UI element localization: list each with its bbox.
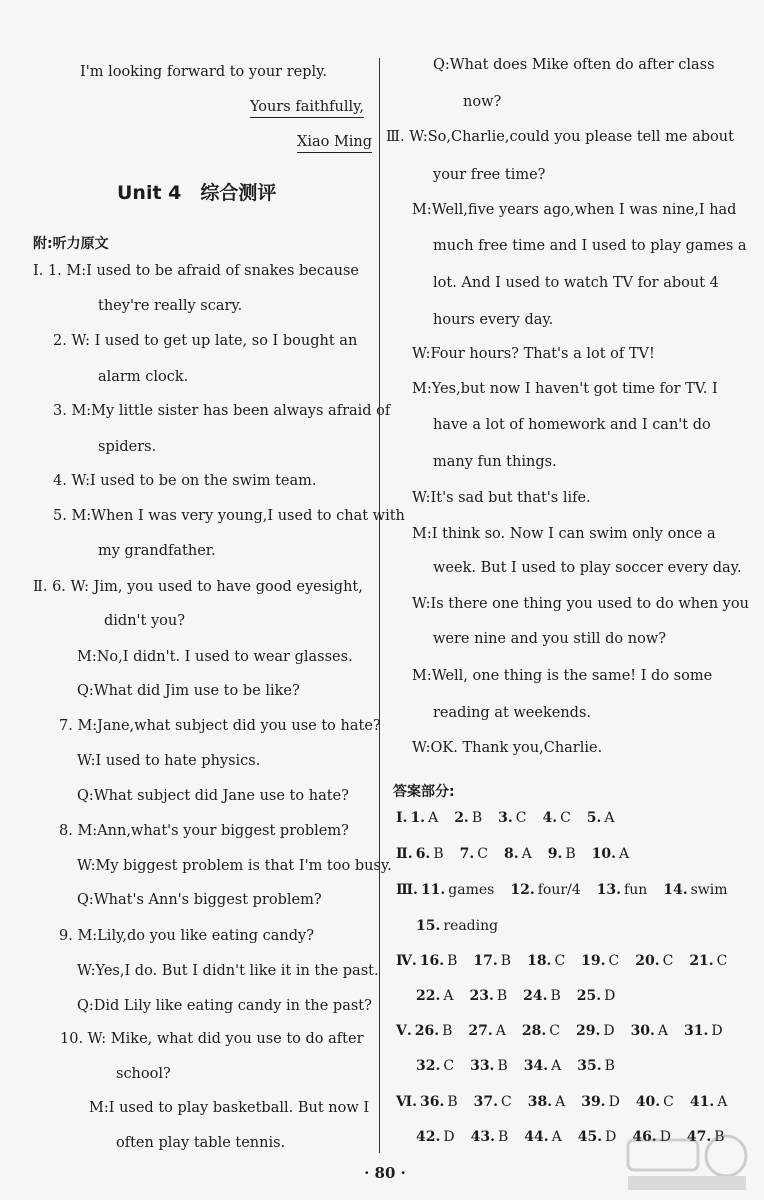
script-right-line: have a lot of homework and I can't do <box>433 417 711 433</box>
answer-row <box>396 846 645 862</box>
script-left-line: school? <box>116 1066 171 1082</box>
script-right-line: M:Well, one thing is the same! I do some <box>412 668 713 684</box>
answer-row <box>396 1094 743 1110</box>
answer-value: A <box>618 846 630 862</box>
answer-value: C <box>554 953 566 969</box>
script-left-line: 5. M:When I was very young,I used to chat with <box>53 508 405 524</box>
answer-value: D <box>603 1023 615 1039</box>
script-left-line: often play table tennis. <box>116 1135 286 1151</box>
answer-row <box>396 953 743 969</box>
script-left-line: 2. W: I used to get up late, so I bought an <box>53 333 358 349</box>
answer-number: 37. <box>473 1094 498 1110</box>
answer-number: 2. <box>454 810 469 826</box>
answer-value: A <box>428 810 439 826</box>
script-left-line: Ⅱ. 6. W: Jim, you used to have good eyesight, <box>33 579 363 595</box>
answer-number: 18. <box>527 953 552 969</box>
script-left-line: W:My biggest problem is that I'm too busy. <box>77 858 392 874</box>
answers-heading: 答案部分: <box>393 784 455 800</box>
answer-row <box>396 882 744 898</box>
answer-section-numeral: Ⅱ. <box>396 846 413 862</box>
letter-closing-line: I'm looking forward to your reply. <box>80 64 328 80</box>
answer-number: 32. <box>416 1058 441 1074</box>
script-left-line: 9. M:Lily,do you like eating candy? <box>59 928 314 944</box>
script-right-line: W:Is there one thing you used to do when you <box>412 596 749 612</box>
script-left-line: 4. W:I used to be on the swim team. <box>53 473 317 489</box>
answer-row <box>396 1023 739 1039</box>
answer-value: D <box>659 1129 671 1145</box>
answer-number: 25. <box>576 988 602 1004</box>
answer-number: 6. <box>415 846 431 862</box>
appendix-heading: 附:听力原文 <box>33 236 109 252</box>
script-right-line: much free time and I used to play games a <box>433 238 747 254</box>
answer-number: 1. <box>410 810 426 826</box>
answer-value: B <box>447 1094 458 1110</box>
answer-value: D <box>711 1023 723 1039</box>
answer-value: games <box>448 882 495 898</box>
answer-value: D <box>608 1094 620 1110</box>
script-right-line: M:Yes,but now I haven't got time for TV. I <box>412 381 718 397</box>
answer-number: 44. <box>524 1129 549 1145</box>
answer-number: 17. <box>473 953 498 969</box>
answer-value: A <box>521 846 532 862</box>
answer-value: A <box>717 1094 728 1110</box>
answer-number: 33. <box>470 1058 495 1074</box>
answer-number: 38. <box>527 1094 553 1110</box>
answer-number: 29. <box>575 1023 601 1039</box>
answer-number: 12. <box>510 882 535 898</box>
answer-number: 5. <box>586 810 602 826</box>
answer-section-numeral: Ⅴ. <box>396 1023 412 1039</box>
answer-value: A <box>604 810 615 826</box>
answer-number: 20. <box>635 953 660 969</box>
answer-value: D <box>604 988 616 1004</box>
answer-section-numeral: Ⅲ. <box>396 882 418 898</box>
script-left-line: my grandfather. <box>98 543 216 559</box>
answer-row <box>416 918 514 934</box>
script-left-line: didn't you? <box>104 613 185 629</box>
answer-number: 42. <box>416 1129 441 1145</box>
answer-number: 23. <box>469 988 494 1004</box>
answer-number: 9. <box>547 846 563 862</box>
script-left-line: M:No,I didn't. I used to wear glasses. <box>77 649 353 665</box>
answer-value: C <box>662 953 674 969</box>
script-left-line: M:I used to play basketball. But now I <box>89 1100 370 1116</box>
answer-number: 21. <box>689 953 714 969</box>
script-right-line: Ⅲ. W:So,Charlie,could you please tell me about <box>386 129 734 145</box>
answer-value: A <box>495 1023 506 1039</box>
script-right-line: many fun things. <box>433 454 557 470</box>
answer-value: B <box>433 846 444 862</box>
answer-value: A <box>443 988 454 1004</box>
answer-value: C <box>716 953 728 969</box>
script-right-line: Q:What does Mike often do after class <box>433 57 715 73</box>
answer-number: 8. <box>503 846 519 862</box>
answer-number: 27. <box>468 1023 493 1039</box>
script-right-line: W:It's sad but that's life. <box>412 490 591 506</box>
answer-value: four/4 <box>537 882 581 898</box>
answer-number: 4. <box>542 810 558 826</box>
script-left-line: Q:What's Ann's biggest problem? <box>77 892 322 908</box>
answer-value: B <box>604 1058 615 1074</box>
answer-value: C <box>443 1058 455 1074</box>
answer-number: 14. <box>663 882 688 898</box>
answer-number: 39. <box>581 1094 606 1110</box>
answer-number: 46. <box>632 1129 657 1145</box>
answer-value: B <box>442 1023 453 1039</box>
script-right-line: now? <box>463 94 502 110</box>
answer-value: fun <box>624 882 648 898</box>
script-left-line: 8. M:Ann,what's your biggest problem? <box>59 823 349 839</box>
letter-signature: Xiao Ming <box>297 133 372 151</box>
answer-value: C <box>549 1023 560 1039</box>
answer-value: B <box>497 1129 509 1145</box>
answer-value: reading <box>443 918 499 934</box>
script-left-line: Ⅰ. 1. M:I used to be afraid of snakes because <box>33 263 360 279</box>
answer-number: 7. <box>459 846 475 862</box>
answer-value: swim <box>690 882 728 898</box>
answer-value: A <box>551 1129 562 1145</box>
script-right-line: M:I think so. Now I can swim only once a <box>412 526 716 542</box>
script-left-line: alarm clock. <box>98 369 189 385</box>
script-left-line: W:I used to hate physics. <box>77 753 261 769</box>
answer-value: C <box>663 1094 674 1110</box>
answer-value: A <box>657 1023 669 1039</box>
watermark-logo <box>622 1130 752 1194</box>
script-left-line: Q:What subject did Jane use to hate? <box>77 788 349 804</box>
script-right-line: lot. And I used to watch TV for about 4 <box>433 275 719 291</box>
answer-section-numeral: Ⅳ. <box>396 953 417 969</box>
answer-number: 13. <box>596 882 622 898</box>
answer-number: 28. <box>521 1023 547 1039</box>
answer-row <box>396 810 631 826</box>
answer-value: D <box>605 1129 617 1145</box>
answer-value: B <box>500 953 512 969</box>
answer-number: 43. <box>470 1129 495 1145</box>
column-divider <box>379 58 380 1153</box>
script-right-line: W:Four hours? That's a lot of TV! <box>412 346 655 362</box>
script-left-line: 7. M:Jane,what subject did you use to hate? <box>59 718 381 734</box>
answer-value: C <box>501 1094 512 1110</box>
page-number: · 80 · <box>364 1164 406 1182</box>
answer-number: 11. <box>420 882 446 898</box>
answer-number: 3. <box>498 810 513 826</box>
answer-value: B <box>447 953 458 969</box>
answer-value: C <box>608 953 620 969</box>
answer-row <box>416 988 631 1004</box>
answer-section-numeral: Ⅰ. <box>396 810 408 826</box>
answer-number: 34. <box>523 1058 549 1074</box>
answer-number: 19. <box>581 953 606 969</box>
answer-number: 15. <box>416 918 441 934</box>
answer-value: C <box>560 810 571 826</box>
answer-number: 41. <box>689 1094 715 1110</box>
letter-sign-off: Yours faithfully, <box>250 98 364 116</box>
script-left-line: Q:Did Lily like eating candy in the past? <box>77 998 372 1014</box>
script-right-line: W:OK. Thank you,Charlie. <box>412 740 603 756</box>
answer-value: B <box>471 810 483 826</box>
answer-value: B <box>714 1129 725 1145</box>
answer-number: 10. <box>591 846 616 862</box>
script-left-line: they're really scary. <box>98 298 243 314</box>
answer-number: 31. <box>684 1023 709 1039</box>
answer-value: C <box>477 846 488 862</box>
answer-value: A <box>551 1058 562 1074</box>
answer-row <box>416 1058 631 1074</box>
script-left-line: 3. M:My little sister has been always afraid of <box>53 403 391 419</box>
answer-value: B <box>497 1058 508 1074</box>
script-right-line: were nine and you still do now? <box>433 631 667 647</box>
answer-number: 22. <box>416 988 441 1004</box>
answer-section-numeral: Ⅵ. <box>396 1094 417 1110</box>
answer-number: 30. <box>630 1023 655 1039</box>
answer-number: 36. <box>419 1094 445 1110</box>
answer-value: A <box>555 1094 566 1110</box>
script-right-line: M:Well,five years ago,when I was nine,I had <box>412 202 737 218</box>
answer-value: B <box>565 846 576 862</box>
script-right-line: reading at weekends. <box>433 705 591 721</box>
answer-number: 40. <box>635 1094 661 1110</box>
script-right-line: hours every day. <box>433 312 554 328</box>
script-right-line: your free time? <box>433 167 546 183</box>
answer-number: 24. <box>523 988 548 1004</box>
answer-number: 26. <box>414 1023 440 1039</box>
script-right-line: week. But I used to play soccer every day. <box>433 560 742 576</box>
answer-number: 47. <box>686 1129 712 1145</box>
answer-value: B <box>496 988 508 1004</box>
script-left-line: spiders. <box>98 439 157 455</box>
answer-number: 16. <box>419 953 445 969</box>
script-left-line: Q:What did Jim use to be like? <box>77 683 300 699</box>
answer-number: 45. <box>577 1129 603 1145</box>
unit-title: Unit 4 综合测评 <box>117 182 277 204</box>
answer-number: 35. <box>577 1058 602 1074</box>
answer-value: C <box>515 810 527 826</box>
script-left-line: W:Yes,I do. But I didn't like it in the past. <box>77 963 379 979</box>
answer-value: B <box>550 988 561 1004</box>
script-left-line: 10. W: Mike, what did you use to do after <box>60 1031 364 1047</box>
answer-value: D <box>443 1129 455 1145</box>
